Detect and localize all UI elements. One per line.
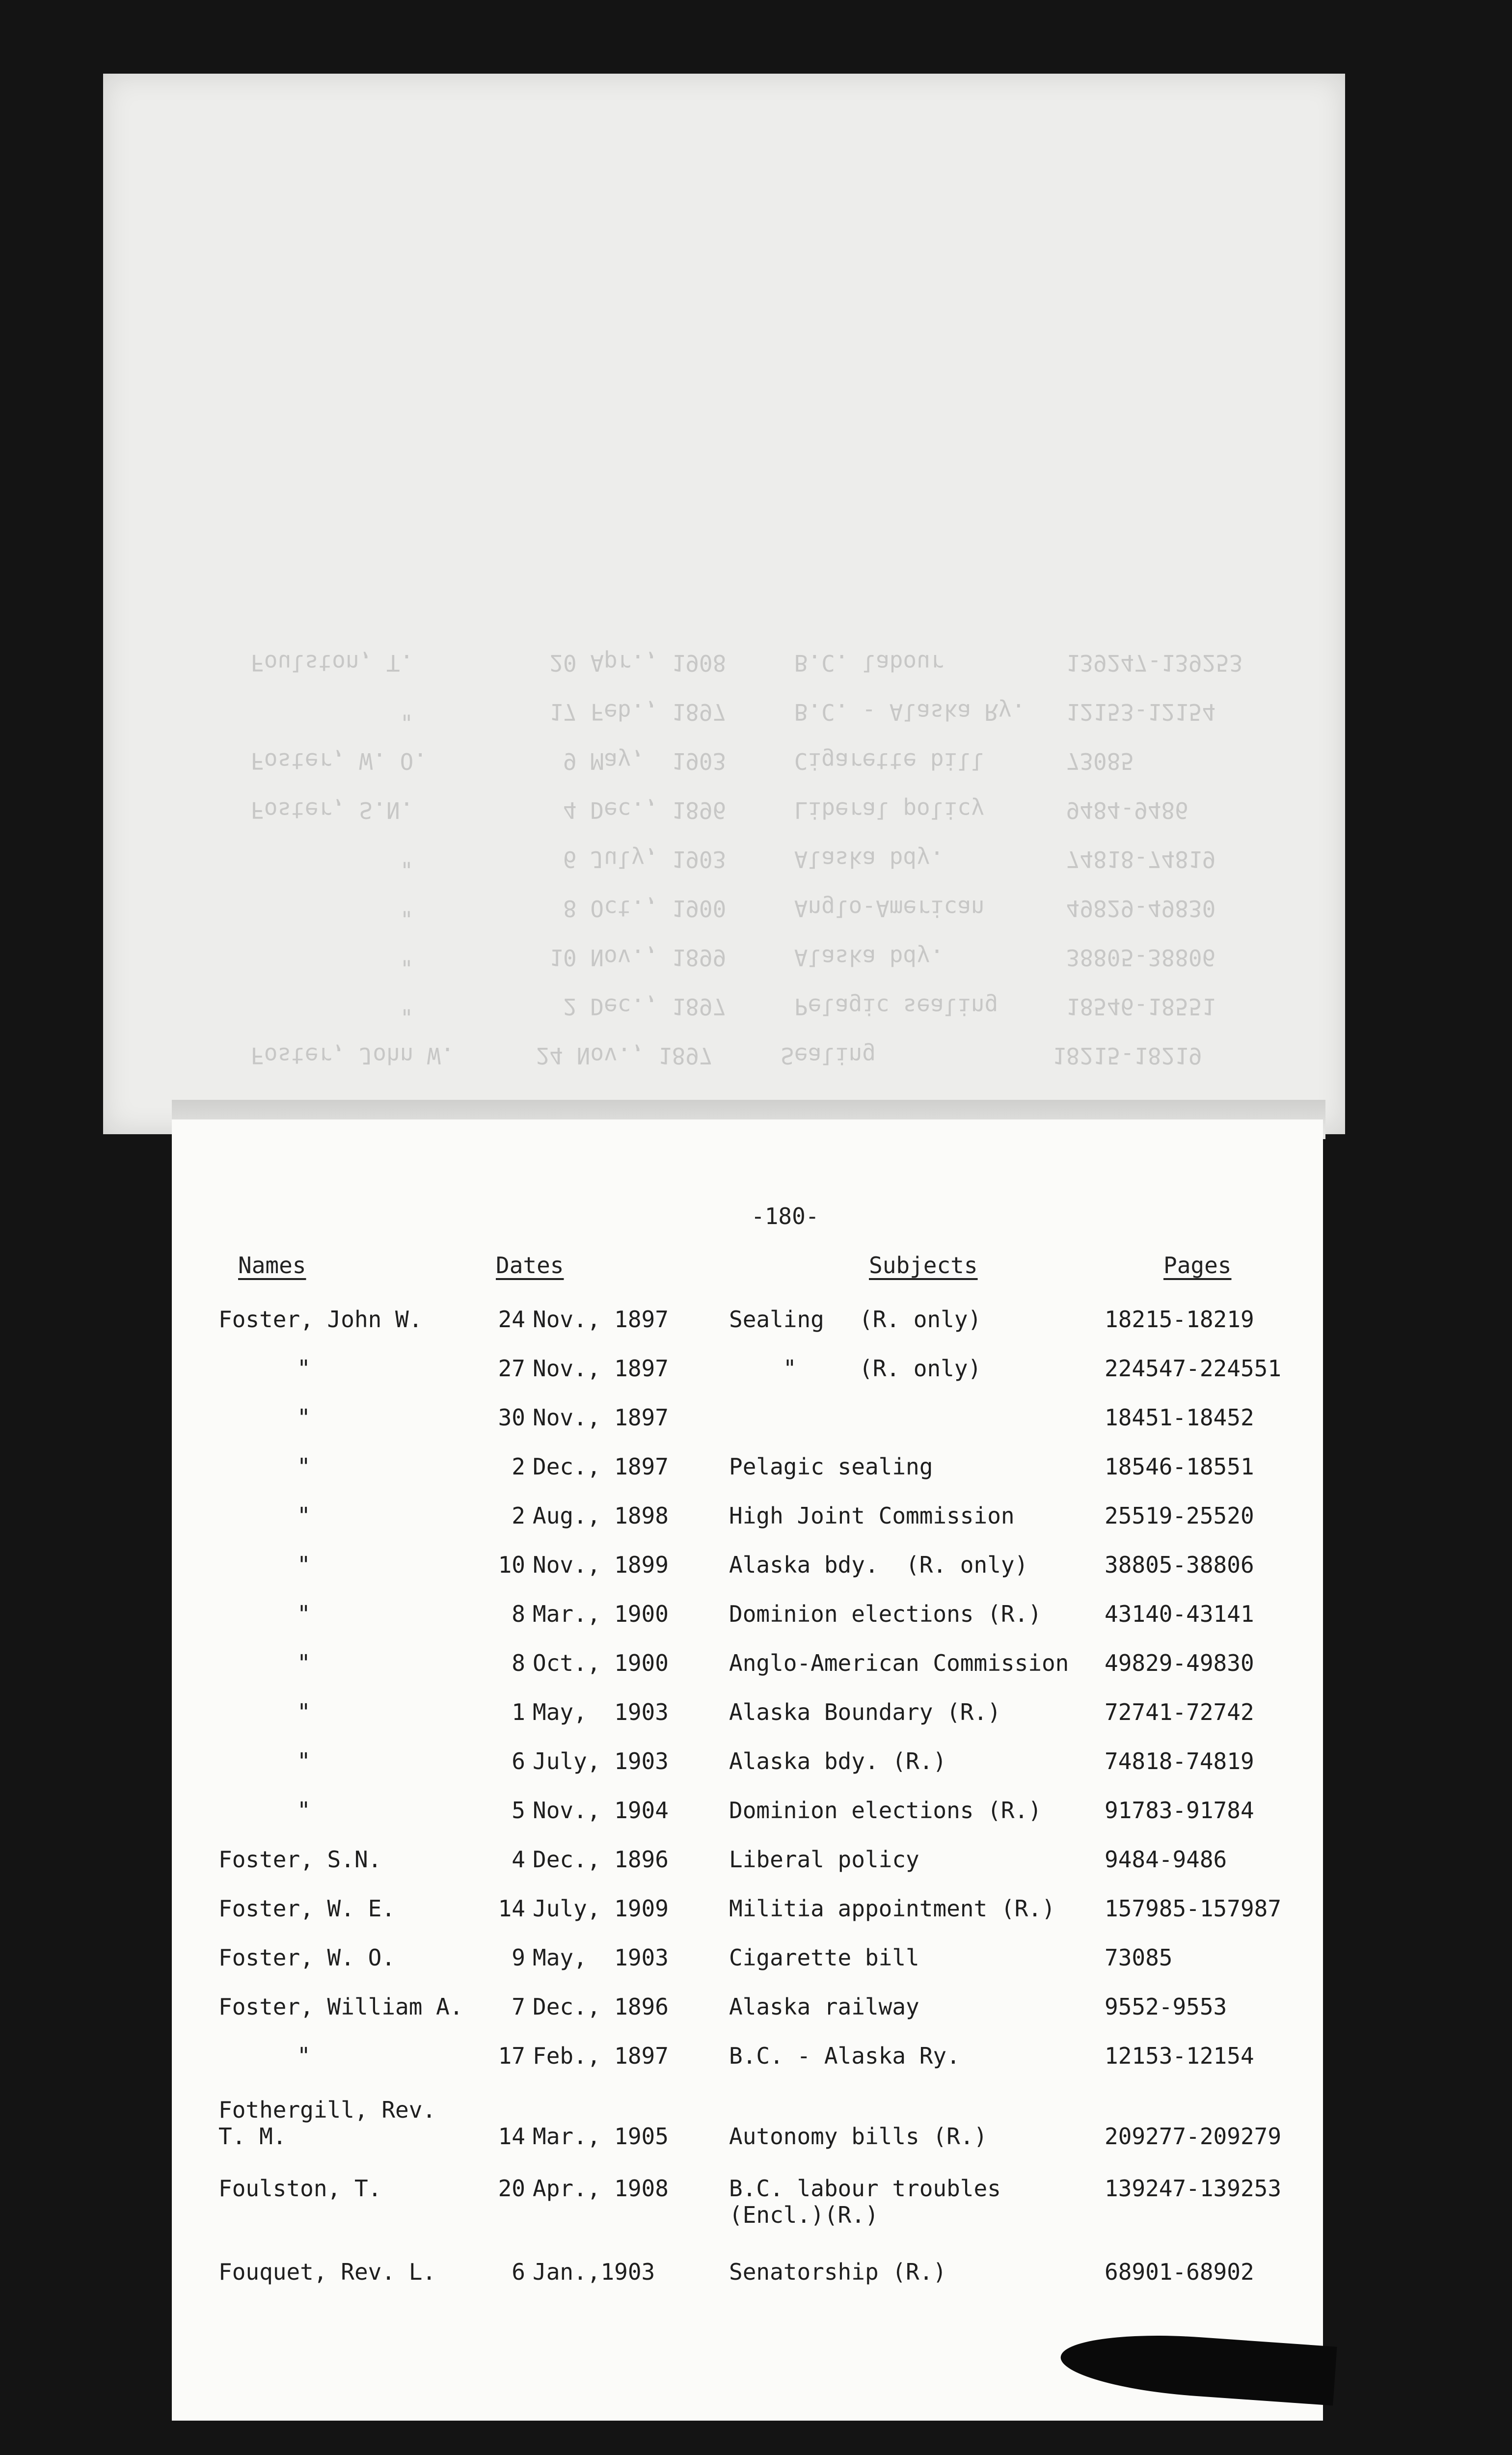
entry-pages: 18215-18219: [1105, 1306, 1254, 1333]
entry-pages: 12153-12154: [1105, 2043, 1254, 2069]
index-entry: [172, 1306, 1323, 1355]
entry-name: ": [297, 1552, 311, 1578]
entry-subject: Cigarette bill: [729, 1944, 919, 1971]
entry-month-year: Nov., 1904: [533, 1797, 669, 1824]
entry-pages: 25519-25520: [1105, 1502, 1254, 1529]
entry-day: 8: [512, 1650, 525, 1676]
entry-month-year: Jan.,1903: [533, 2259, 655, 2285]
entry-subject: Alaska bdy. (R.): [729, 1748, 947, 1774]
entry-subject: Autonomy bills (R.): [729, 2123, 988, 2150]
index-entry: [172, 1944, 1323, 1993]
entry-subject: Dominion elections (R.): [729, 1797, 1042, 1824]
entry-subject: Sealing: [729, 1306, 824, 1333]
entry-month-year: Feb., 1897: [533, 2043, 669, 2069]
entry-subject: Pelagic sealing: [729, 1453, 933, 1480]
index-entry: [172, 1453, 1323, 1502]
entry-pages: 91783-91784: [1105, 1797, 1254, 1824]
entry-pages: 18451-18452: [1105, 1404, 1254, 1431]
entry-subject: Liberal policy: [729, 1846, 919, 1873]
index-entry: [172, 2097, 1323, 2160]
entry-month-year: Nov., 1897: [533, 1404, 669, 1431]
previous-page-bleed: [103, 74, 1345, 1134]
entry-name: ": [297, 1748, 311, 1774]
entry-name: ": [297, 1502, 311, 1529]
entry-day: 14: [498, 2123, 525, 2150]
entry-name: ": [297, 2043, 311, 2069]
entry-pages: 9552-9553: [1105, 1993, 1227, 2020]
entry-subject: High Joint Commission: [729, 1502, 1015, 1529]
entry-pages: 74818-74819: [1105, 1748, 1254, 1774]
entry-pages: 49829-49830: [1105, 1650, 1254, 1676]
entry-name: Fouquet, Rev. L.: [218, 2259, 436, 2285]
entry-subject-note: (R. only): [859, 1306, 982, 1333]
entry-pages: 38805-38806: [1105, 1552, 1254, 1578]
index-entry: [172, 1552, 1323, 1601]
entry-month-year: Mar., 1900: [533, 1601, 669, 1627]
entry-day: 9: [512, 1944, 525, 1971]
entry-pages: 224547-224551: [1105, 1355, 1282, 1382]
entry-month-year: Dec., 1896: [533, 1993, 669, 2020]
entry-day: 7: [512, 1993, 525, 2020]
entry-month-year: Dec., 1897: [533, 1453, 669, 1480]
entry-subject: ": [783, 1355, 797, 1382]
entry-name: ": [297, 1601, 311, 1627]
index-card: [172, 1119, 1323, 2421]
entry-day: 24: [498, 1306, 525, 1333]
entry-subject: Senatorship (R.): [729, 2259, 947, 2285]
entry-name: ": [297, 1355, 311, 1382]
entry-name: Foster, W. E.: [218, 1895, 396, 1922]
entry-day: 5: [512, 1797, 525, 1824]
entry-name: ": [297, 1699, 311, 1725]
entry-month-year: Nov., 1897: [533, 1306, 669, 1333]
entry-day: 20: [498, 2175, 525, 2202]
entry-subject: B.C. labour troubles (Encl.)(R.): [729, 2175, 1001, 2228]
entry-day: 6: [512, 2259, 525, 2285]
column-header-names: Names: [238, 1252, 306, 1279]
index-entry: [172, 1601, 1323, 1650]
entry-pages: 68901-68902: [1105, 2259, 1254, 2285]
entry-pages: 18546-18551: [1105, 1453, 1254, 1480]
entry-pages: 43140-43141: [1105, 1601, 1254, 1627]
entry-name: Fothergill, Rev. T. M.: [218, 2097, 436, 2150]
entry-name: ": [297, 1797, 311, 1824]
entry-name: Foster, William A.: [218, 1993, 463, 2020]
entry-month-year: Oct., 1900: [533, 1650, 669, 1676]
entry-month-year: July, 1909: [533, 1895, 669, 1922]
entry-month-year: July, 1903: [533, 1748, 669, 1774]
index-entry: [172, 1797, 1323, 1846]
entry-day: 2: [512, 1502, 525, 1529]
column-header-dates: Dates: [496, 1252, 564, 1279]
entry-day: 8: [512, 1601, 525, 1627]
entry-day: 30: [498, 1404, 525, 1431]
entry-day: 1: [512, 1699, 525, 1725]
entry-subject: Alaska Boundary (R.): [729, 1699, 1001, 1725]
index-entry: [172, 2043, 1323, 2092]
index-entry: [172, 1699, 1323, 1748]
entry-pages: 9484-9486: [1105, 1846, 1227, 1873]
index-entry: [172, 2259, 1323, 2308]
entry-day: 2: [512, 1453, 525, 1480]
entry-subject: Alaska railway: [729, 1993, 919, 2020]
entry-pages: 209277-209279: [1105, 2123, 1282, 2150]
entry-month-year: Aug., 1898: [533, 1502, 669, 1529]
entry-day: 10: [498, 1552, 525, 1578]
entry-month-year: May, 1903: [533, 1944, 669, 1971]
index-entry: [172, 2175, 1323, 2239]
index-entry: [172, 1404, 1323, 1453]
entry-name: ": [297, 1404, 311, 1431]
entry-name: Foster, S.N.: [218, 1846, 382, 1873]
entry-day: 6: [512, 1748, 525, 1774]
entry-name: Foulston, T.: [218, 2175, 382, 2202]
entry-pages: 73085: [1105, 1944, 1173, 1971]
entry-day: 14: [498, 1895, 525, 1922]
entry-pages: 72741-72742: [1105, 1699, 1254, 1725]
entry-month-year: Nov., 1897: [533, 1355, 669, 1382]
entry-month-year: Nov., 1899: [533, 1552, 669, 1578]
mirrored-text-bleed: Foster, John W. 24 Nov., 1897 Sealing 18215-18219 " 2 Dec., 1897 Pelagic sealing 18546-18551 " 10 Nov., 1899 Alaska bdy. 38805-38806 " 8 Oct., 1900 Anglo-American 49829-49830 " 6 July, 1903 Alaska bdy. 74818-74819 Foster, S.N. 4 Dec., 1896 Liberal policy 9484-9486 Foster, W. O. 9 May, 1903 Cigarette bill 73085 " 17 Feb., 1897 B.C. - Alaska Ry. 12153-12154 Foulston, T. 20 Apr., 1908 B.C. labour 139247-139253: [250, 650, 1243, 1069]
index-entry: [172, 1650, 1323, 1699]
column-header-subjects: Subjects: [869, 1252, 978, 1279]
entry-day: 27: [498, 1355, 525, 1382]
entry-subject-note: (R. only): [859, 1355, 982, 1382]
entry-day: 4: [512, 1846, 525, 1873]
index-entry: [172, 1748, 1323, 1797]
index-entry: [172, 1895, 1323, 1944]
entry-pages: 139247-139253: [1105, 2175, 1282, 2202]
entry-subject: Militia appointment (R.): [729, 1895, 1055, 1922]
entry-subject: Alaska bdy. (R. only): [729, 1552, 1028, 1578]
entry-subject: Anglo-American Commission: [729, 1650, 1069, 1676]
entry-subject: B.C. - Alaska Ry.: [729, 2043, 960, 2069]
index-entry: [172, 1993, 1323, 2043]
entry-month-year: Apr., 1908: [533, 2175, 669, 2202]
entry-name: ": [297, 1650, 311, 1676]
entry-name: Foster, John W.: [218, 1306, 423, 1333]
column-header-pages: Pages: [1163, 1252, 1232, 1279]
entry-subject: Dominion elections (R.): [729, 1601, 1042, 1627]
entry-month-year: Mar., 1905: [533, 2123, 669, 2150]
entry-name: ": [297, 1453, 311, 1480]
page-number: -180-: [751, 1203, 819, 1229]
entry-month-year: May, 1903: [533, 1699, 669, 1725]
index-entry: [172, 1502, 1323, 1552]
entry-name: Foster, W. O.: [218, 1944, 396, 1971]
index-entry: [172, 1355, 1323, 1404]
entry-month-year: Dec., 1896: [533, 1846, 669, 1873]
entry-day: 17: [498, 2043, 525, 2069]
index-entry: [172, 1846, 1323, 1895]
entry-pages: 157985-157987: [1105, 1895, 1282, 1922]
